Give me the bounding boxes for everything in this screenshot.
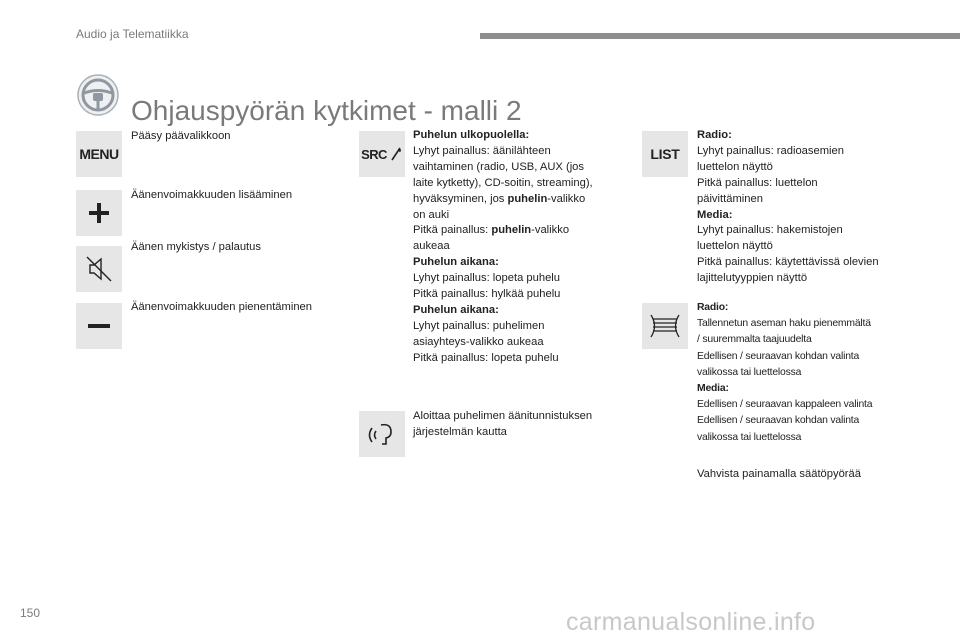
list-line: Lyhyt painallus: hakemistojen [697,224,843,237]
src-line: Lyhyt painallus: lopeta puhelu [413,272,560,285]
src-line [413,192,593,208]
wheel-line: Edellisen / seuraavan kohdan valinta [697,350,860,362]
confirm-description: Vahvista painamalla säätöpyörää [697,468,861,480]
list-icon-label: LIST [650,146,680,162]
phone-slash-icon [389,146,403,162]
list-button-icon [642,131,688,177]
src-line: on auki [413,208,450,221]
wheel-line: / suuremmalta taajuudelta [697,334,812,346]
src-line: laite kytketty), CD-soitin, streaming), [413,176,593,189]
thumbwheel-description [697,300,872,446]
src-line: Puhelun aikana: [413,256,499,269]
src-line [413,223,593,239]
src-text: -valikko [547,192,586,205]
header-bar [480,33,960,39]
src-line: vaihtaminen (radio, USB, AUX (jos [413,160,584,173]
volume-down-icon [76,303,122,349]
src-phone-icon [359,131,405,177]
list-line: Radio: [697,129,732,141]
volume-down-description: Äänenvoimakkuuden pienentäminen [131,301,312,313]
src-line: Pitkä painallus: hylkää puhelu [413,288,561,301]
list-line: lajittelutyyppien näyttö [697,272,808,285]
src-description [413,128,593,367]
src-line: Lyhyt painallus: puhelimen [413,319,545,332]
src-text: hyväksyminen, jos [413,192,508,205]
wheel-line: Edellisen / seuraavan kappaleen valinta [697,399,873,411]
wheel-line: Radio: [697,302,729,313]
page-number: 150 [20,606,41,620]
list-line: Pitkä painallus: luettelon [697,176,818,189]
list-line: luettelon näyttö [697,160,773,173]
volume-up-icon [76,190,122,236]
voice-command-icon [359,411,405,457]
list-line: Lyhyt painallus: radioasemien [697,144,844,157]
src-icon-label: SRC [361,146,387,162]
menu-description: Pääsy päävalikkoon [131,130,231,142]
watermark: carmanualsonline.info [566,608,816,636]
src-text: -valikko [531,224,570,237]
mute-icon [76,246,122,292]
voice-line: Aloittaa puhelimen äänitunnistuksen [413,410,593,422]
section-header: Audio ja Telematiikka [76,27,189,41]
src-line: Puhelun aikana: [413,303,499,316]
list-line: päivittäminen [697,192,763,205]
wheel-line: Media: [697,383,729,395]
menu-button-icon [76,131,122,177]
list-description [697,128,879,287]
src-line: Lyhyt painallus: äänilähteen [413,144,551,157]
steering-wheel-icon [76,73,120,117]
menu-icon-label: MENU [79,146,119,162]
page-title: Ohjauspyörän kytkimet - malli 2 [131,94,522,126]
src-bold-phone: puhelin [491,224,532,237]
list-line: Pitkä painallus: käytettävissä olevien [697,256,879,269]
wheel-line: valikossa tai luettelossa [697,366,802,378]
src-text: Pitkä painallus: [413,224,492,237]
list-line: Media: [697,208,733,221]
wheel-line: Edellisen / seuraavan kohdan valinta [697,415,860,427]
src-line: Puhelun ulkopuolella: [413,129,530,141]
src-bold-phone: puhelin [507,192,548,205]
voice-description [413,409,592,441]
src-line: asiayhteys-valikko aukeaa [413,335,544,348]
wheel-line: Tallennetun aseman haku pienemmältä [697,318,871,330]
src-line: aukeaa [413,240,450,253]
thumbwheel-icon [642,303,688,349]
mute-description: Äänen mykistys / palautus [131,241,261,253]
src-line: Pitkä painallus: lopeta puhelu [413,351,559,364]
wheel-line: valikossa tai luettelossa [697,431,802,443]
list-line: luettelon näyttö [697,240,773,253]
volume-up-description: Äänenvoimakkuuden lisääminen [131,189,293,201]
voice-line: järjestelmän kautta [413,425,507,438]
